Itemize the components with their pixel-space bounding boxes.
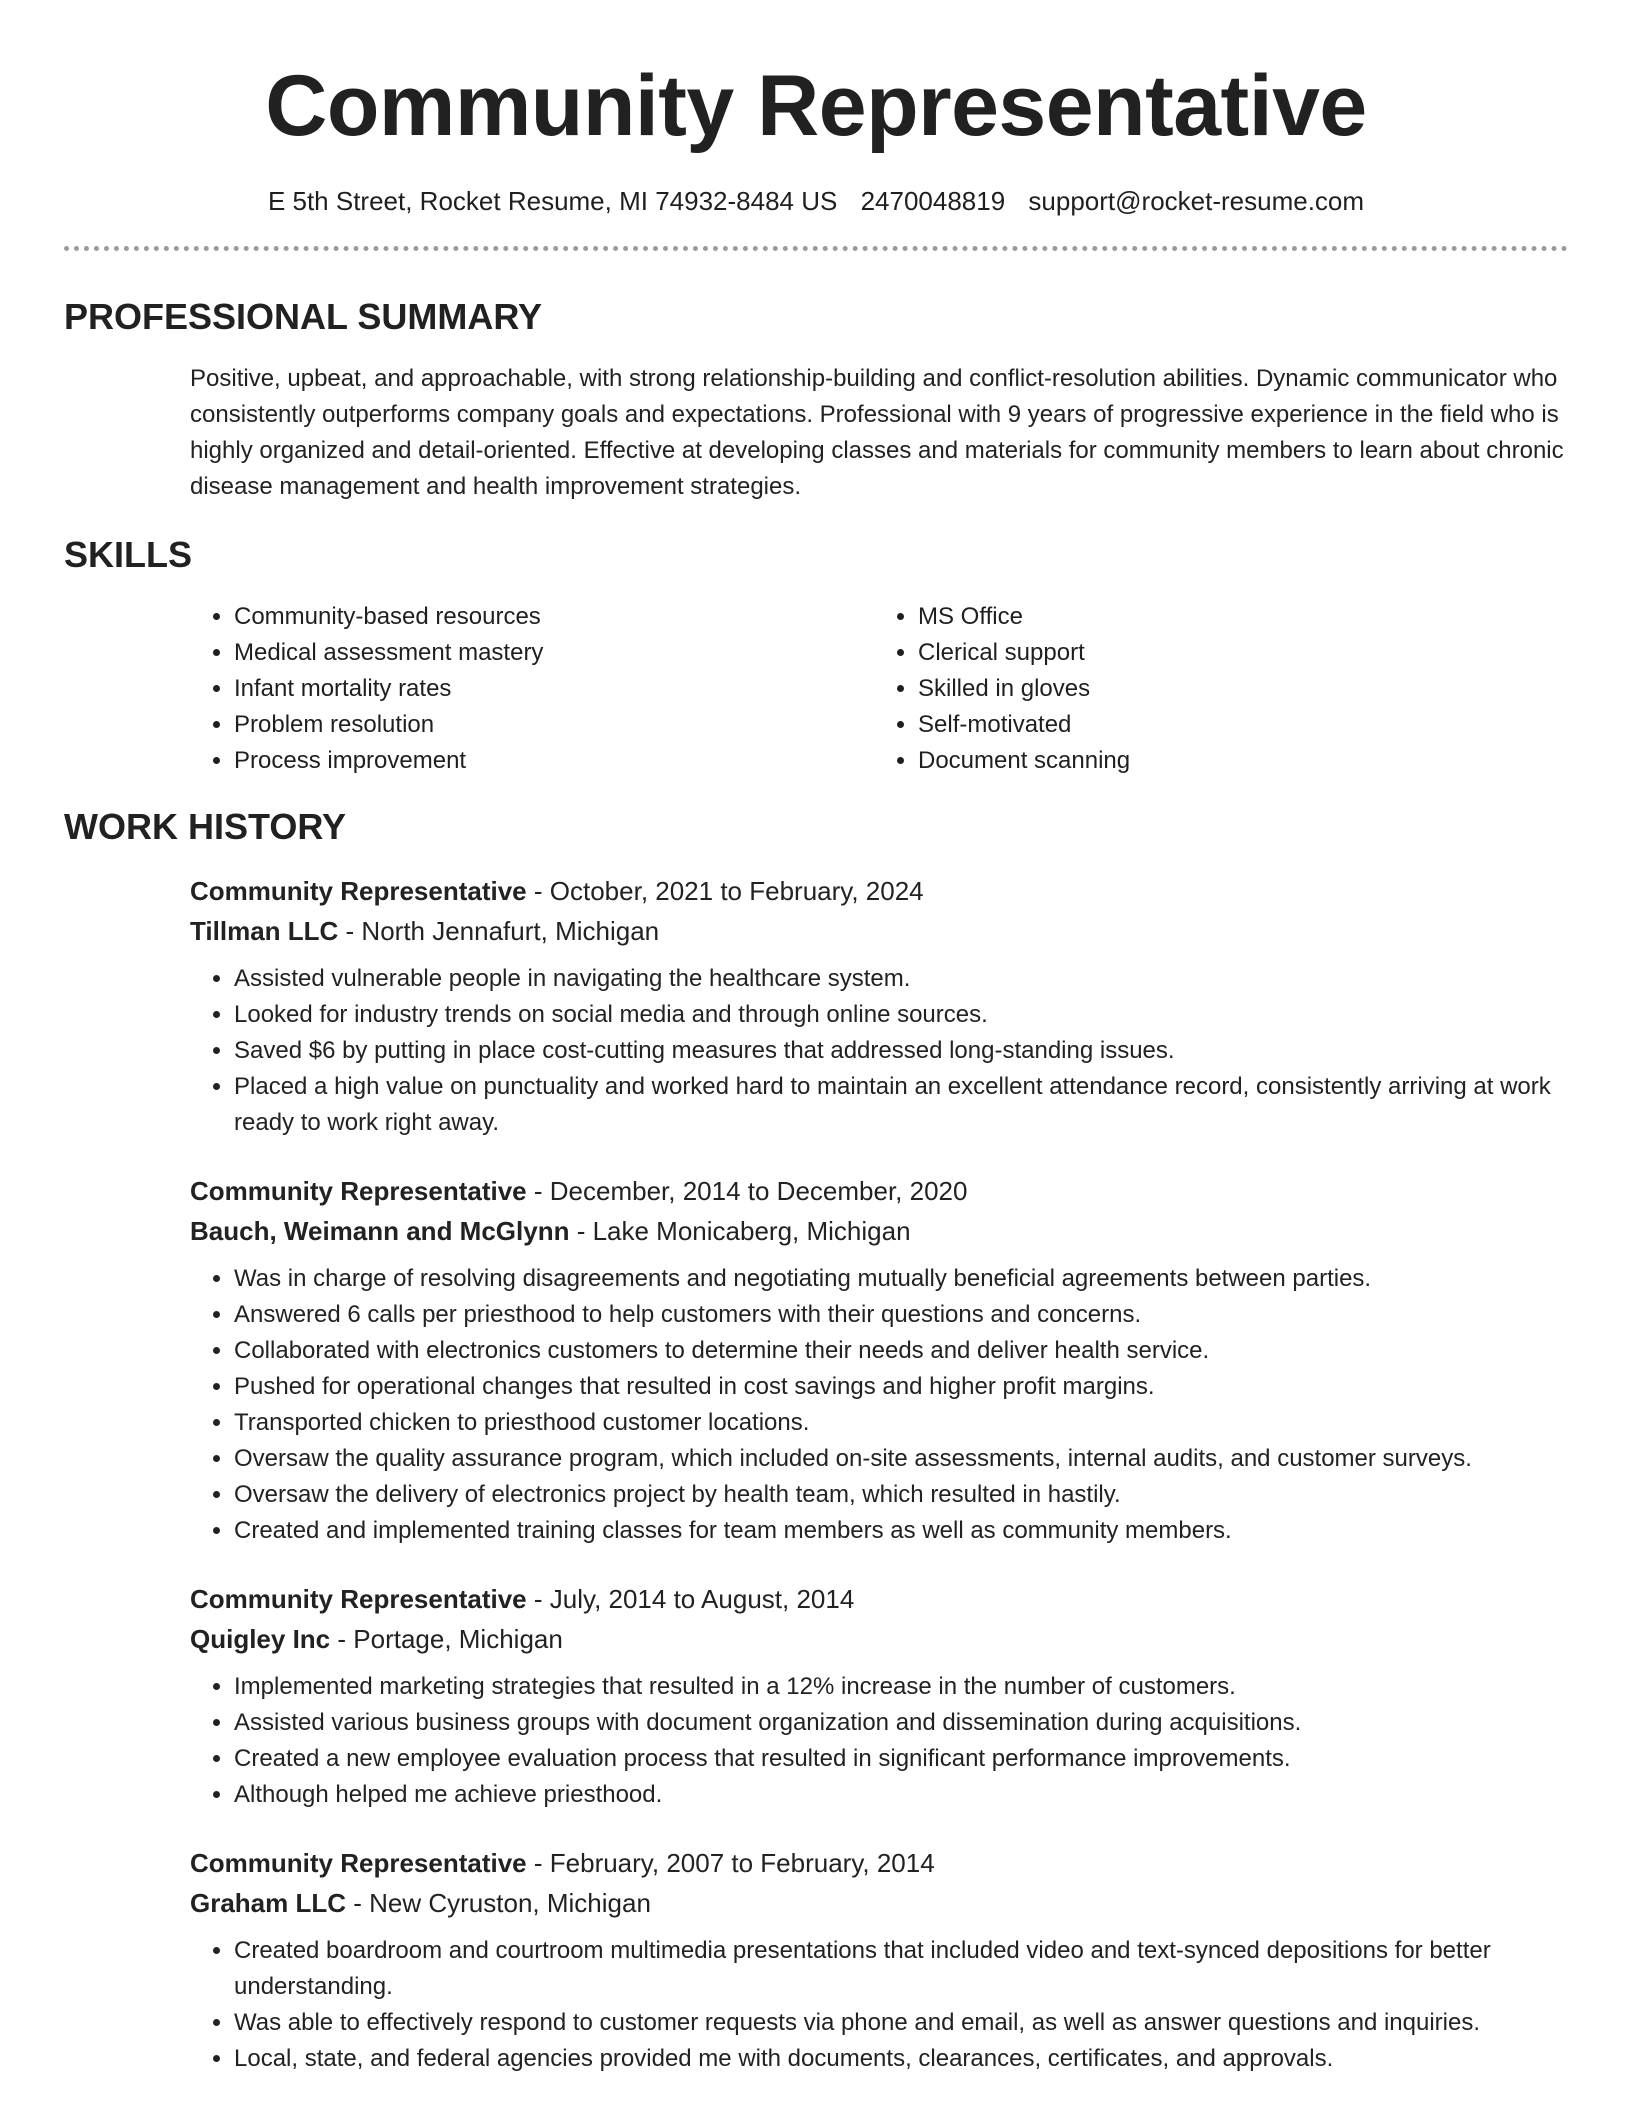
job-bullets [190,1261,1568,1549]
job-location: - Lake Monicaberg, Michigan [569,1216,911,1246]
skills-column-right [874,599,1130,779]
work-history-heading: WORK HISTORY [64,806,347,847]
job-dates: - February, 2007 to February, 2014 [526,1848,935,1878]
job-bullet: • Was in charge of resolving disagreements and negotiating mutually beneficial agreements between parties. [234,1261,1568,1297]
job-title-line [190,871,1568,911]
job-company: Bauch, Weimann and McGlynn [190,1216,570,1246]
skill-item: • Clerical support [918,635,1130,671]
skills-list [190,599,1568,779]
job-dates: - July, 2014 to August, 2014 [526,1584,855,1614]
candidate-name: Community Representative [265,58,1367,154]
job-bullet: • Local, state, and federal agencies provided me with documents, clearances, certificates, and approvals. [234,2041,1568,2077]
job-title-line [190,1171,1568,1211]
job-company: Quigley Inc [190,1624,331,1654]
job-bullet: • Answered 6 calls per priesthood to help customers with their questions and concerns. [234,1297,1568,1333]
job-dates: - December, 2014 to December, 2020 [526,1176,968,1206]
job-entry [190,1171,1568,1549]
job-bullets [190,1933,1568,2077]
job-bullet: • Pushed for operational changes that resulted in cost savings and higher profit margins. [234,1369,1568,1405]
job-location: - Portage, Michigan [330,1624,563,1654]
job-title-line [190,1579,1568,1619]
job-bullet: • Placed a high value on punctuality and worked hard to maintain an excellent attendance record, consistently arriving at work ready to work right away. [234,1069,1568,1141]
skills-heading: SKILLS [64,534,193,575]
skill-item: • Infant mortality rates [234,671,874,707]
job-dates: - October, 2021 to February, 2024 [526,876,924,906]
skill-item: • Process improvement [234,743,874,779]
job-bullets [190,961,1568,1141]
contact-line [64,184,1568,218]
skill-item: • Skilled in gloves [918,671,1130,707]
job-bullet: • Implemented marketing strategies that resulted in a 12% increase in the number of customers. [234,1669,1568,1705]
contact-address: E 5th Street, Rocket Resume, MI 74932-8484 US [267,186,838,216]
contact-phone: 2470048819 [860,186,1006,216]
job-bullet: • Assisted vulnerable people in navigating the healthcare system. [234,961,1568,997]
job-role: Community Representative [190,876,527,906]
job-company-line [190,1883,1568,1923]
job-role: Community Representative [190,1584,527,1614]
skill-item: • Medical assessment mastery [234,635,874,671]
summary-heading: PROFESSIONAL SUMMARY [64,296,543,337]
job-location: - North Jennafurt, Michigan [338,916,660,946]
job-company: Tillman LLC [190,916,339,946]
job-bullet: • Created and implemented training classes for team members as well as community members. [234,1513,1568,1549]
job-bullet: • Looked for industry trends on social media and through online sources. [234,997,1568,1033]
job-bullet: • Oversaw the quality assurance program, which included on-site assessments, internal audits, and customer surveys. [234,1441,1568,1477]
job-bullet: • Assisted various business groups with document organization and dissemination during acquisitions. [234,1705,1568,1741]
job-bullet: • Was able to effectively respond to customer requests via phone and email, as well as answer questions and inquiries. [234,2005,1568,2041]
job-entry [190,1579,1568,1813]
job-bullet: • Created a new employee evaluation process that resulted in significant performance improvements. [234,1741,1568,1777]
job-location: - New Cyruston, Michigan [346,1888,651,1918]
job-title-line [190,1843,1568,1883]
job-entry [190,1843,1568,2077]
job-company-line [190,911,1568,951]
job-bullet: • Oversaw the delivery of electronics project by health team, which resulted in hastily. [234,1477,1568,1513]
skill-item: • Self-motivated [918,707,1130,743]
job-company-line [190,1211,1568,1251]
job-entry [190,871,1568,1141]
skills-column-left [190,599,874,779]
skill-item: • Document scanning [918,743,1130,779]
summary-text: Positive, upbeat, and approachable, with strong relationship-building and conflict-resolution abilities. Dynamic communicator who consistently outperforms company goals and expectations. Professional with 9 years of progressive experience in the field who is highly organized and detail-oriented. Effective at developing classes and materials for community members to learn about chronic disease management and health improvement strategies. [190,365,1564,500]
job-bullets [190,1669,1568,1813]
job-company: Graham LLC [190,1888,347,1918]
header-divider [64,246,1568,251]
job-bullet: • Saved $6 by putting in place cost-cutting measures that addressed long-standing issues. [234,1033,1568,1069]
contact-email: support@rocket-resume.com [1028,186,1365,216]
job-bullet: • Transported chicken to priesthood customer locations. [234,1405,1568,1441]
skill-item: • Problem resolution [234,707,874,743]
job-bullet: • Although helped me achieve priesthood. [234,1777,1568,1813]
job-bullet: • Created boardroom and courtroom multimedia presentations that included video and text-synced depositions for better understanding. [234,1933,1568,2005]
job-role: Community Representative [190,1848,527,1878]
job-company-line [190,1619,1568,1659]
job-role: Community Representative [190,1176,527,1206]
skill-item: • MS Office [918,599,1130,635]
skill-item: • Community-based resources [234,599,874,635]
job-bullet: • Collaborated with electronics customers to determine their needs and deliver health service. [234,1333,1568,1369]
